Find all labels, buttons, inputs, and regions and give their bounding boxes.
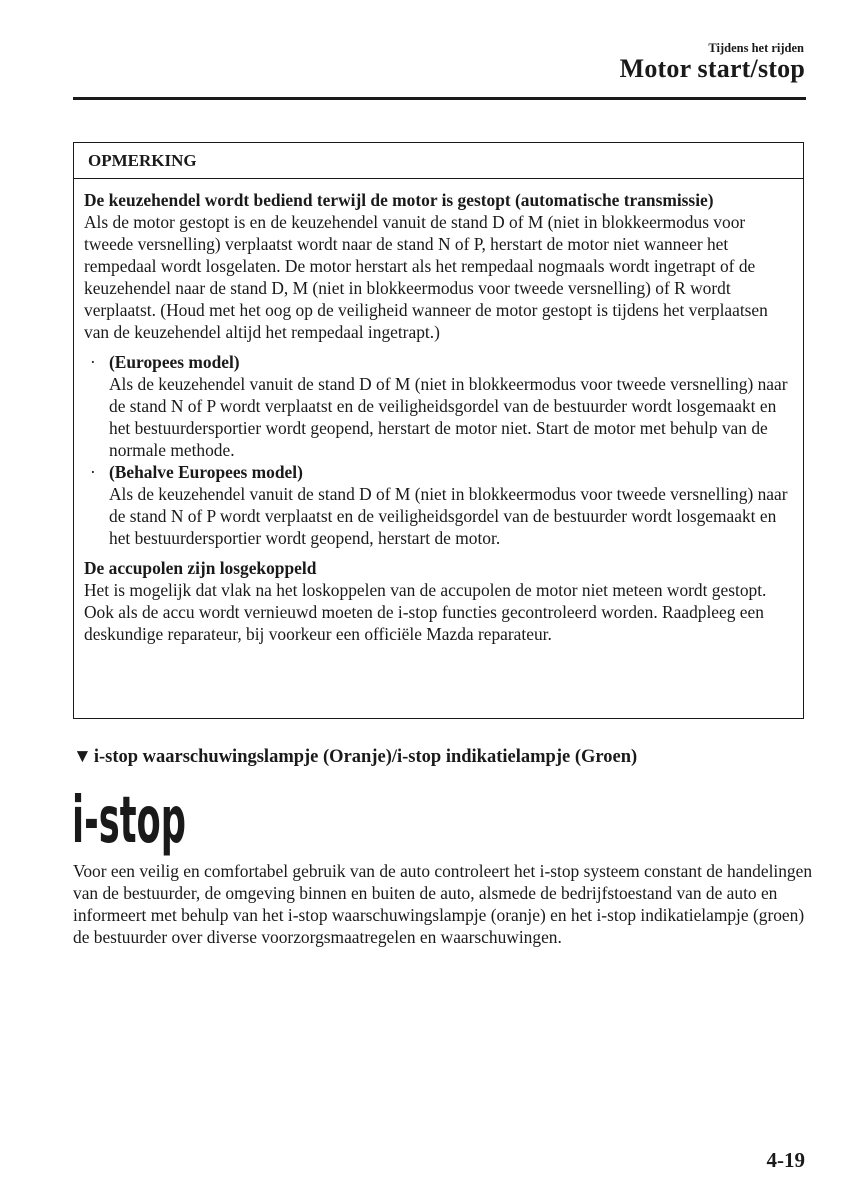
bullet-title: (Behalve Europees model) xyxy=(109,462,303,482)
bullet-text: Als de keuzehendel vanuit de stand D of M (niet in blokkeermodus voor tweede versnelling) naar de stand N of P wordt verplaatst en de veiligheidsgordel van de bestuurder wordt losgemaakt en het bestuurdersportier wordt geopend, herstart de motor. xyxy=(109,484,788,548)
bullet-text: Als de keuzehendel vanuit de stand D of M (niet in blokkeermodus voor tweede versnelling) naar de stand N of P wordt verplaatst en de veiligheidsgordel van de bestuurder wordt losgemaakt en het bestuurdersportier wordt geopend, herstart de motor niet. Start de motor met behulp van de normale methode. xyxy=(109,374,788,460)
body-paragraph: Voor een veilig en comfortabel gebruik van de auto controleert het i-stop systeem constant de handelingen van de bestuurder, de omgeving binnen en buiten de auto, alsmede de bedrijfstoestand van de auto en informeert met behulp van het i-stop waarschuwingslampje (oranje) en het i-stop indikatielampje (groen) de bestuurder over diverse voorzorgsmaatregelen en waarschuwingen. xyxy=(73,861,813,947)
note-para1 xyxy=(84,189,793,343)
i-stop-logo-text: i-stop xyxy=(72,784,186,858)
note-para1-text: Als de motor gestopt is en de keuzehendel vanuit de stand D of M (niet in blokkeermodus voor tweede versnelling) verplaatst wordt naar de stand N of P, herstart de motor niet wanneer het rempedaal wordt losgelaten. De motor herstart als het rempedaal nogmaals wordt ingetrapt of de keuzehendel naar de stand D, M (niet in blokkeermodus voor tweede versnelling) of R wordt verplaatst. (Houd met het oog op de veiligheid wanneer de motor gestopt is tijdens het verplaatsen van de keuzehendel altijd het rempedaal ingetrapt.) xyxy=(84,212,768,342)
note-bullet-item xyxy=(84,351,793,461)
note-bullet-item xyxy=(84,461,793,549)
subsection-heading xyxy=(73,746,637,768)
note-para2 xyxy=(84,557,793,645)
i-stop-logo xyxy=(72,784,192,858)
section-title: Tijdens het rijden xyxy=(708,41,804,55)
page-number: 4-19 xyxy=(766,1148,805,1172)
header-divider xyxy=(73,97,806,100)
i-stop-logo-icon xyxy=(72,784,192,858)
bullet-marker: · xyxy=(90,352,96,372)
note-title: OPMERKING xyxy=(74,143,803,179)
note-para1-title: De keuzehendel wordt bediend terwijl de motor is gestopt (automatische transmissie) xyxy=(84,190,714,210)
note-para2-title: De accupolen zijn losgekoppeld xyxy=(84,558,317,578)
note-bullet-list xyxy=(84,351,793,549)
note-box xyxy=(73,142,804,719)
chapter-title: Motor start/stop xyxy=(619,54,805,83)
bullet-marker: · xyxy=(90,462,96,482)
note-body xyxy=(74,179,803,645)
note-para2-text: Het is mogelijk dat vlak na het loskoppelen van de accupolen de motor niet meteen wordt gestopt. Ook als de accu wordt vernieuwd moeten de i-stop functies gecontroleerd worden. Raadpleeg een deskundige reparateur, bij voorkeur een officiële Mazda reparateur. xyxy=(84,580,767,644)
triangle-down-icon: ▼ xyxy=(73,746,92,767)
bullet-title: (Europees model) xyxy=(109,352,240,372)
subsection-title: i-stop waarschuwingslampje (Oranje)/i-stop indikatielampje (Groen) xyxy=(93,747,638,767)
